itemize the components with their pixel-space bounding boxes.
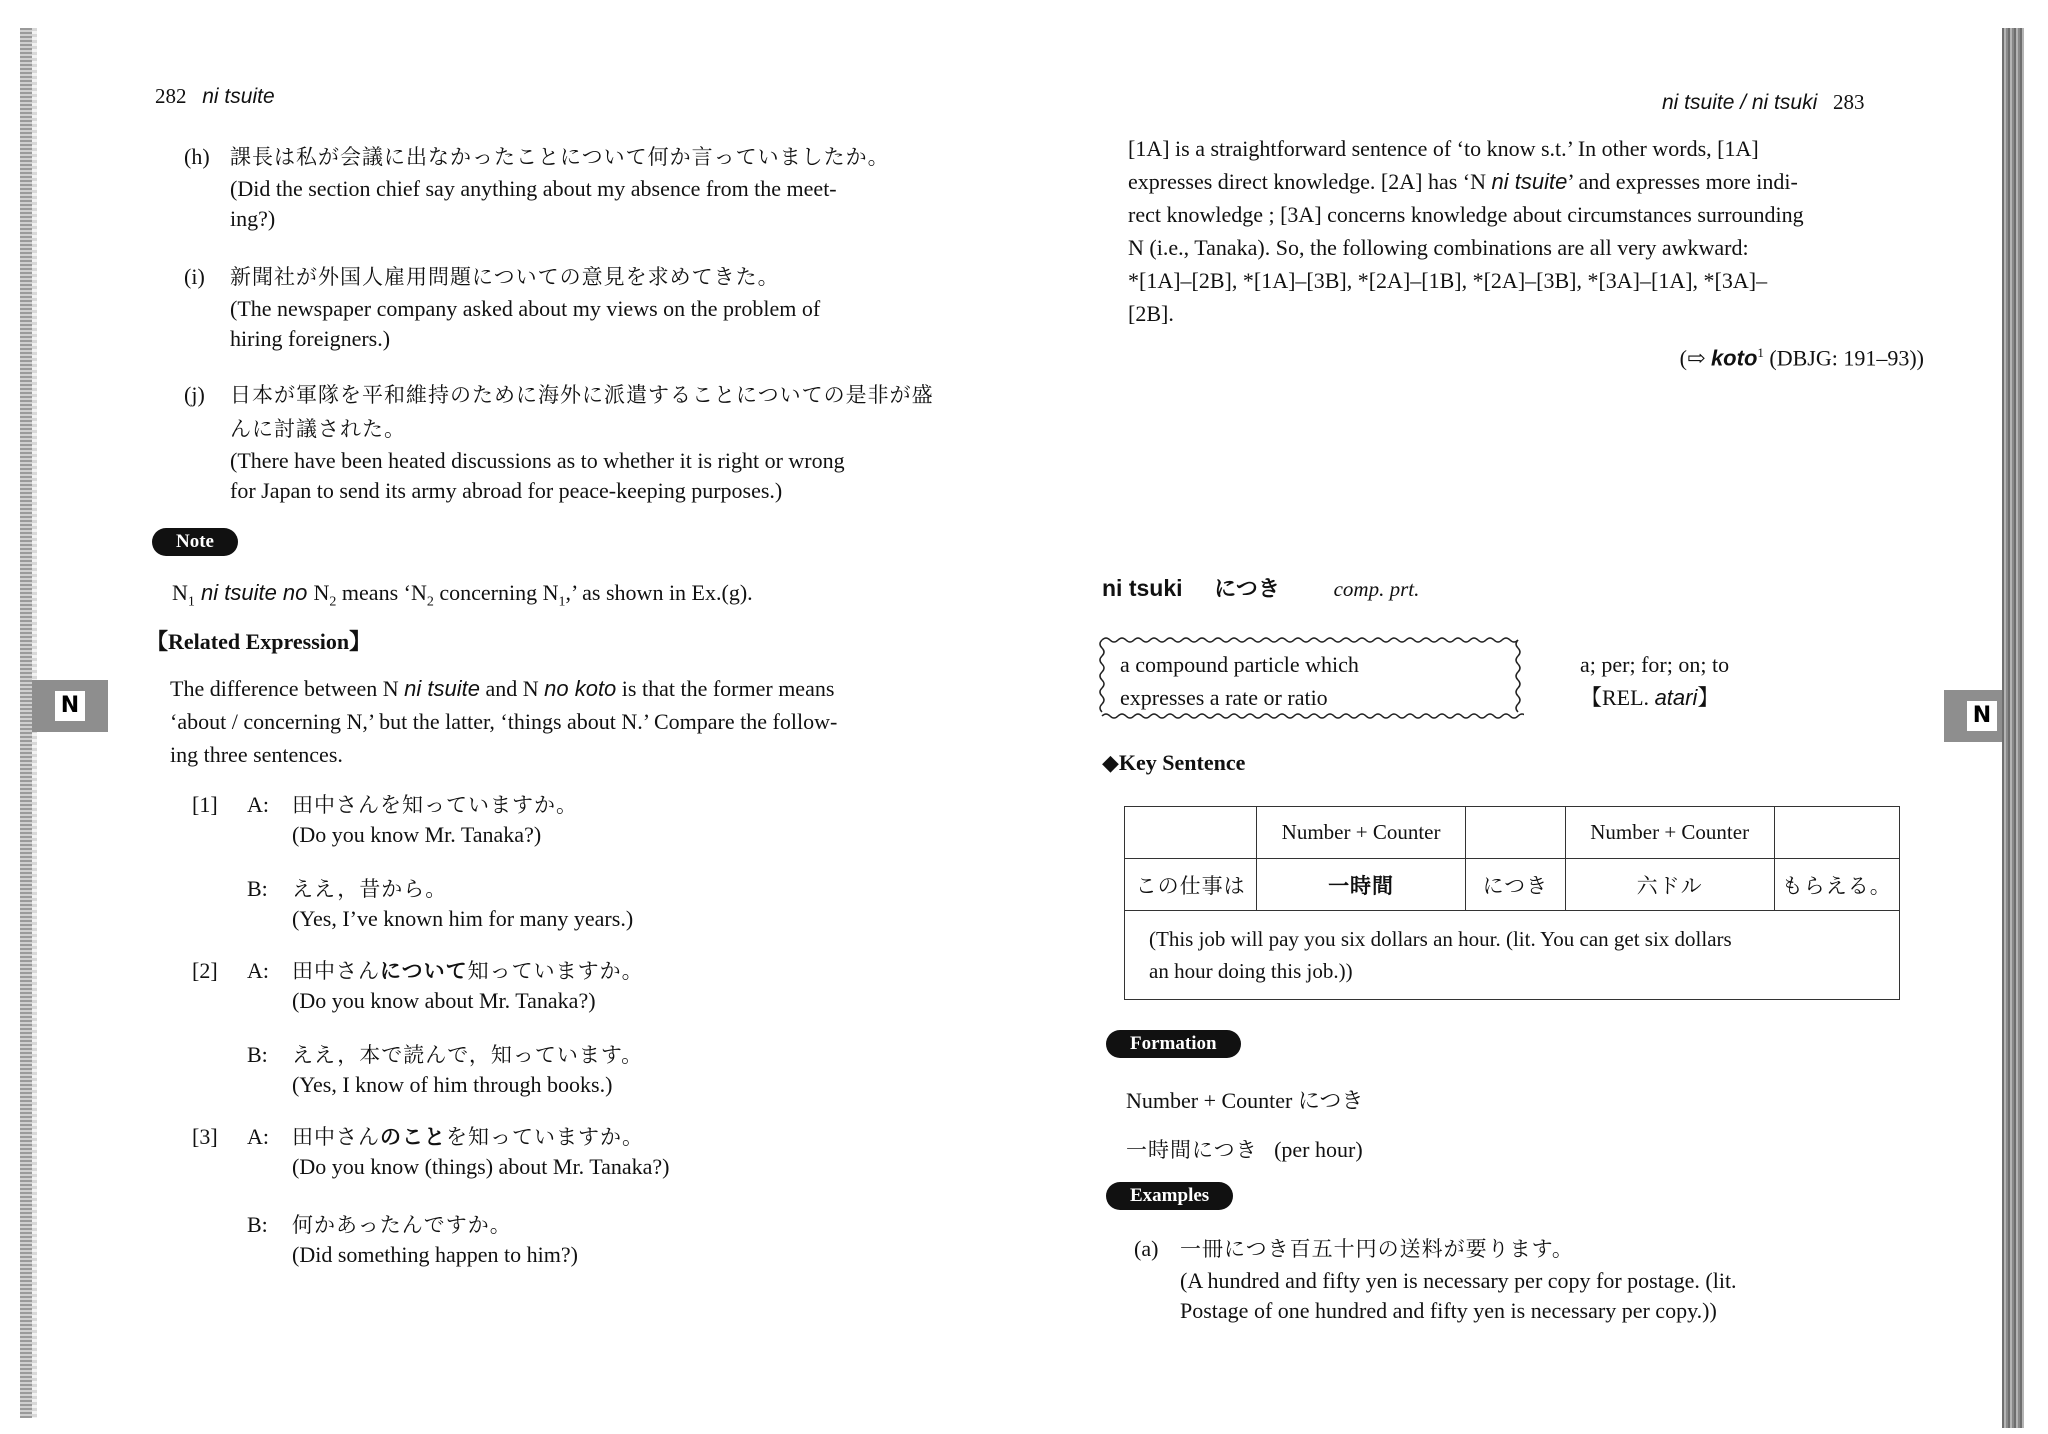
definition-line: expresses a rate or ratio xyxy=(1120,685,1328,710)
example-en: (Did the section chief say anything about my absence from the meet- xyxy=(230,176,837,201)
ks-cell: この仕事は xyxy=(1125,859,1257,911)
key-sentence-heading: ◆Key Sentence xyxy=(1102,750,1246,775)
example-en: (A hundred and fifty yen is necessary per copy for postage. (lit. xyxy=(1180,1268,1737,1293)
example-jp: 日本が軍隊を平和維持のために海外に派遣することについての是非が盛 xyxy=(230,383,934,407)
ks-cell: につき xyxy=(1465,859,1565,911)
ks-header-cell: Number + Counter xyxy=(1565,807,1774,859)
example-label: (i) xyxy=(184,264,205,289)
explanation-paragraph: [1A] is a straightforward sentence of ‘to know s.t.’ In other words, [1A] expresses direct knowledge. [2A] has ‘N ni tsuite’ and expresses more indi- rect knowledge ; [3A] concerns knowledge about circumstances surrounding N (i.e., Tanaka). So, the following combinations are all very awkward: *[1A]–[2B], *[1A]–[3B], *[2A]–[1B], *[2A]–[3B], *[3A]–[1A], *[3A]– [2B]. xyxy=(1128,136,1804,326)
cross-reference: (⇨ koto$^1$ (DBJG: 191–93)) xyxy=(1679,345,1924,371)
gloss-meanings: a; per; for; on; to xyxy=(1580,652,1730,677)
example-jp: 新聞社が外国人雇用問題についての意見を求めてきた。 xyxy=(230,265,780,289)
example-h xyxy=(184,142,970,234)
entry-pos: comp. prt. xyxy=(1333,577,1420,601)
entry-heading xyxy=(1102,572,1419,603)
entry-kana: につき xyxy=(1214,577,1280,602)
tab-letter: N xyxy=(55,691,85,721)
example-label: (h) xyxy=(184,144,210,169)
page-edge-shadow xyxy=(20,28,32,1418)
example-jp: 課長は私が会議に出なかったことについて何か言っていましたか。 xyxy=(230,145,890,169)
example-jp-cont: んに討議された。 xyxy=(230,417,406,441)
page-edge-shadow-right xyxy=(2002,28,2024,1428)
example-en: ing?) xyxy=(230,206,276,231)
formation-label: Formation xyxy=(1106,1030,1241,1058)
speaker-a: A: xyxy=(247,792,269,817)
example-en: Postage of one hundred and fifty yen is necessary per copy.)) xyxy=(1180,1298,1717,1323)
ks-header-cell xyxy=(1125,807,1257,859)
dialogue-number: [1] xyxy=(192,792,218,817)
dialogue-number: [3] xyxy=(192,1124,218,1149)
example-en: for Japan to send its army abroad for peace-keeping purposes.) xyxy=(230,478,783,503)
thumb-index-tab-left xyxy=(32,680,108,732)
right-page-number: 283 xyxy=(1832,90,1865,114)
left-running-title: ni tsuite xyxy=(202,85,275,108)
right-running-head xyxy=(1662,90,1864,115)
ks-header-cell: Number + Counter xyxy=(1257,807,1466,859)
left-page: 282 ni tsuite N (h) 課長は私が会議に出なかったことについて何か言っていましたか。 (Did the section chief say anything about my absence from the meet- ing?) (i) 新聞社が外国人雇用問題についての意見を求めてきた。 (The newspaper company asked about my views on the problem of hiring foreigners.) (j) 日本が軍隊を平和維持のために海外に派遣することについての是非が盛 んに討議された。 (There have been heated discussions as to whether it is right or wrong for Japan to send its army abroad for peace-keeping purposes.) Note $N_1$ ni tsuite no $N_2$ means ‘$N_2$ concerning $N_1$,’ as shown in Ex.(g). 【Related Expression】 The difference between N ni tsuite and N no koto is that the former means ‘about / concerning N,’ but the latter, ‘things about N.’ Compare the follow- ing three sentences. [1] A: 田中さんを知っていますか。 (Do you know Mr. Tanaka?) B: ええ，昔から。 (Yes, I’ve known him for many years.) [2] A: 田中さんについて知っていますか。 (Do you know about Mr. Tanaka?) B: ええ，本で読んで，知っています。 (Yes, I know of him through books.) [3] A: 田中さんのことを知っていますか。 (Do you know (things) about Mr. Tanaka?) B: 何かあったんですか。 (Did something happen to him?) xyxy=(0,0,1024,1434)
example-i xyxy=(184,262,970,354)
example-en: hiring foreigners.) xyxy=(230,326,391,351)
example-label: (j) xyxy=(184,382,205,407)
example-a xyxy=(1134,1234,1924,1326)
tab-letter: N xyxy=(1967,701,1997,731)
speaker-b: B: xyxy=(247,1212,268,1237)
example-jp: 一冊につき百五十円の送料が要ります。 xyxy=(1180,1237,1574,1261)
related-expression-paragraph: The difference between N ni tsuite and N no koto is that the former means ‘about / concerning N,’ but the latter, ‘things about N.’ Compare the follow- ing three sentences. xyxy=(170,676,838,767)
example-en: (The newspaper company asked about my views on the problem of xyxy=(230,296,821,321)
ks-translation: (This job will pay you six dollars an hour. (lit. You can get six dollars an hour doing this job.)) xyxy=(1125,911,1900,1000)
left-running-head xyxy=(155,84,275,109)
example-label: (a) xyxy=(1134,1236,1159,1261)
definition-box xyxy=(1096,634,1524,722)
note-label: Note xyxy=(152,528,238,556)
definition-line: a compound particle which xyxy=(1120,652,1359,677)
ks-header-cell xyxy=(1465,807,1565,859)
speaker-a: A: xyxy=(247,958,269,983)
entry-romaji: ni tsuki xyxy=(1102,575,1183,601)
right-running-title: ni tsuite / ni tsuki xyxy=(1662,91,1818,114)
left-page-number: 282 xyxy=(155,84,187,108)
gloss-related: 【REL. atari】 xyxy=(1580,685,1720,710)
ks-cell: 六ドル xyxy=(1565,859,1774,911)
example-en: (There have been heated discussions as to whether it is right or wrong xyxy=(230,448,845,473)
ks-cell: もらえる。 xyxy=(1774,859,1899,911)
example-j xyxy=(184,380,970,506)
ks-header-cell xyxy=(1774,807,1899,859)
dialogue-number: [2] xyxy=(192,958,218,983)
right-page xyxy=(1024,0,2048,1434)
gloss xyxy=(1580,648,1729,714)
speaker-a: A: xyxy=(247,1124,269,1149)
speaker-b: B: xyxy=(247,1042,268,1067)
note-text: $N_1$ ni tsuite no $N_2$ means ‘$N_2$ concerning $N_1$,’ as shown in Ex.(g). xyxy=(172,580,753,610)
examples-label: Examples xyxy=(1106,1182,1233,1210)
formation-rule: Number + Counter につき xyxy=(1126,1088,1364,1113)
key-sentence-table xyxy=(1124,806,1900,1000)
ks-cell: 一時間 xyxy=(1257,859,1466,911)
formation-example: 一時間につき (per hour) xyxy=(1126,1137,1363,1162)
related-expression-heading: 【Related Expression】 xyxy=(146,629,372,654)
speaker-b: B: xyxy=(247,876,268,901)
